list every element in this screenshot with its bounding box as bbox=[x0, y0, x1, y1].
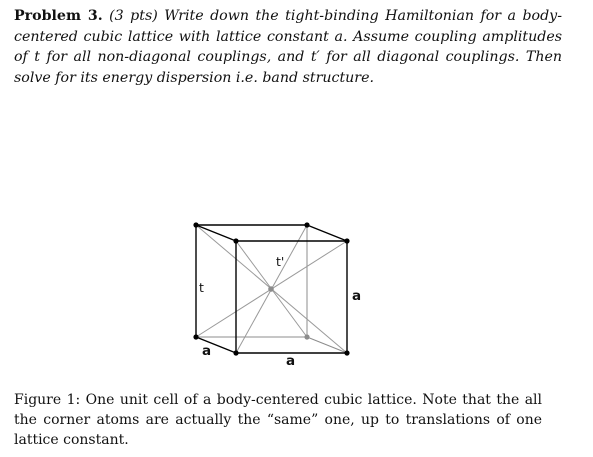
bcc-unit-cell-drawing bbox=[185, 210, 375, 375]
label-a-right: a bbox=[352, 288, 362, 304]
corner-atom bbox=[193, 222, 198, 227]
problem-text: Write down the tight-binding Hamiltonian for a body-centered cubic lattice with lattice constant a. Assume coupling amplitudes of t for all non-diagonal couplings, and t′ for all diagonal couplings. Then solve for its energy dispersion i.e. band structure. bbox=[14, 8, 562, 86]
corner-atom bbox=[193, 334, 198, 339]
corner-atom bbox=[233, 238, 238, 243]
corner-atom bbox=[344, 238, 349, 243]
bcc-unit-cell-figure bbox=[185, 210, 375, 375]
label-t-prime: t' bbox=[276, 254, 285, 269]
figure-caption: Figure 1: One unit cell of a body-centered cubic lattice. Note that the all the corner atoms are actually the “same” one, up to translations of one lattice constant. bbox=[14, 392, 542, 448]
problem-label: Problem 3. bbox=[14, 8, 103, 24]
edge-depth-top-left bbox=[196, 225, 236, 241]
corner-atom bbox=[304, 222, 309, 227]
corner-atom bbox=[233, 350, 238, 355]
problem-statement bbox=[14, 6, 562, 88]
hidden-edge-depth bbox=[307, 337, 347, 353]
corner-atom bbox=[344, 350, 349, 355]
label-t: t bbox=[199, 280, 204, 295]
center-atom bbox=[268, 286, 274, 292]
label-a-left: a bbox=[202, 343, 212, 359]
edge-depth-top-right bbox=[307, 225, 347, 241]
label-a-bottom: a bbox=[286, 353, 296, 369]
corner-atom-hidden bbox=[304, 334, 309, 339]
problem-points: (3 pts) bbox=[109, 8, 158, 24]
